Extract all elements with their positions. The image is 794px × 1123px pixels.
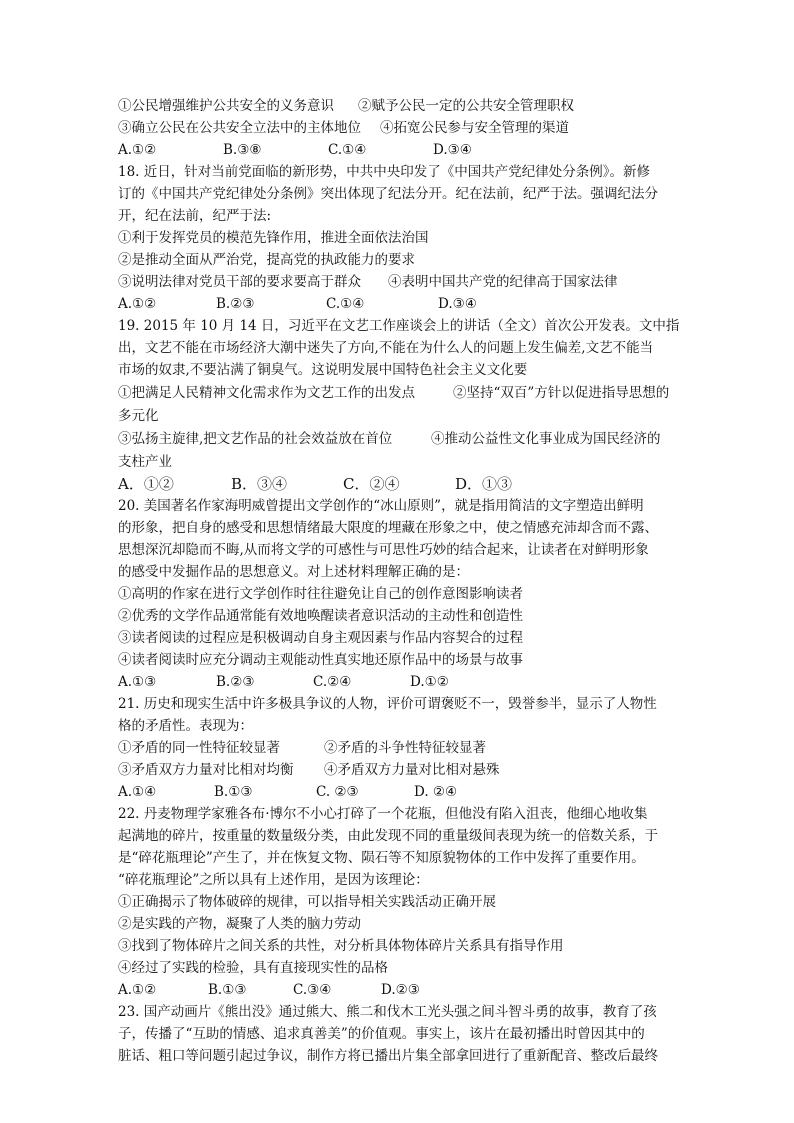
q17-option-a: A.①② [118, 142, 157, 158]
q22-stem-line-2: 起满地的碎片，按重量的数量级分类，由此发现不同的重量级间表现为统一的倍数关系，于 [118, 828, 658, 844]
q22-item-3: ③找到了物体碎片之间关系的共性，对分析具体物体碎片关系具有指导作用 [118, 938, 564, 954]
q22-item-4: ④经过了实践的检验，具有直接现实性的品格 [118, 960, 388, 976]
q22-stem-line-3: 是“碎花瓶理论”产生了，并在恢复文物、陨石等不知原貌物体的工作中发挥了重要作用。 [118, 850, 645, 866]
q18-option-d: D.③④ [438, 296, 477, 312]
q20-item-1: ①高明的作家在进行文学创作时往往避免让自己的创作意图影响读者 [118, 586, 523, 602]
q20-option-b: B.②③ [216, 674, 255, 690]
q18-option-c: C.①④ [326, 296, 365, 312]
q17-line-2 [118, 117, 683, 139]
q21-item-2: ②矛盾的斗争性特征较显著 [324, 740, 486, 756]
q21-option-d: D. ②④ [414, 784, 458, 800]
q17-item-2: ②赋予公民一定的公共安全管理职权 [358, 98, 574, 114]
q21-option-b: B.①③ [214, 784, 253, 800]
q18-option-a: A.①② [118, 296, 157, 312]
q21-line-4 [118, 759, 683, 781]
q21-item-4: ④矛盾双方力量对比相对悬殊 [324, 762, 500, 778]
q22-stem-line-1: 22. 丹麦物理学家雅各布·博尔不小心打碎了一个花瓶，但他没有陷入沮丧，他细心地收集 [118, 806, 648, 822]
q19-item-4: ④推动公益性文化事业成为国民经济的 [431, 431, 661, 447]
q19-item-2-cont: 多元化 [118, 408, 159, 424]
q23-stem-line-3: 脏话、粗口等问题引起过争议，制作方将已播出片集全部拿回进行了重新配音、整改后最终 [118, 1048, 658, 1064]
q17-option-d: D.③④ [433, 142, 472, 158]
q20-stem-line-4: 的感受中发掘作品的思想意义。对上述材料理解正确的是： [118, 564, 469, 580]
q22-item-1: ①正确揭示了物体破碎的规律，可以指导相关实践活动正确开展 [118, 894, 496, 910]
q18-item-2: ②是推动全面从严治党，提高党的执政能力的要求 [118, 252, 415, 268]
q23-stem-line-1: 23. 国产动画片《熊出没》通过熊大、熊二和伐木工光头强之间斗智斗勇的故事，教育了孩 [118, 1004, 657, 1020]
q22-option-b: B.①③ [208, 982, 247, 998]
q18-stem-line-2: 订的《中国共产党纪律处分条例》突出体现了纪法分开。纪在法前，纪严于法。强调纪法分 [118, 186, 658, 202]
q20-option-c: C.②④ [313, 674, 352, 690]
q21-item-1: ①矛盾的同一性特征较显著 [118, 740, 280, 756]
q19-line-4 [118, 381, 683, 405]
q21-options [118, 781, 683, 803]
q19-option-a: A．①② [118, 475, 174, 493]
q21-item-3: ③矛盾双方力量对比相对均衡 [118, 762, 294, 778]
q19-line-6 [118, 427, 683, 451]
q17-item-4: ④拓宽公民参与安全管理的渠道 [380, 120, 569, 136]
q20-stem-line-2: 的形象，把自身的感受和思想情绪最大限度的埋藏在形象之中，使之情感充沛却含而不露、 [118, 520, 658, 536]
q17-option-b: B.③⑧ [223, 142, 262, 158]
q20-item-3: ③读者阅读的过程应是积极调动自身主观因素与作品内容契合的过程 [118, 630, 523, 646]
q20-stem-line-1: 20. 美国著名作家海明威曾提出文学创作的“冰山原则”，就是指用简洁的文字塑造出鲜明 [118, 498, 644, 514]
q21-option-c: C. ②③ [316, 784, 359, 800]
q18-option-b: B.②③ [216, 296, 255, 312]
q19-stem-line-1: 19. 2015 年 10 月 14 日，习近平在文艺工作座谈会上的讲话（全文）首次公开发表。文中指 [118, 318, 680, 334]
q22-item-2: ②是实践的产物，凝聚了人类的脑力劳动 [118, 916, 361, 932]
q18-item-4: ④表明中国共产党的纪律高于国家法律 [388, 274, 618, 290]
q17-options [118, 139, 683, 161]
q18-item-1: ①利于发挥党员的模范先锋作用，推进全面依法治国 [118, 230, 429, 246]
q20-option-a: A.①③ [118, 674, 157, 690]
q18-options [118, 293, 683, 315]
q20-options [118, 671, 683, 693]
q19-item-2: ②坚持“双百”方针以促进指导思想的 [453, 385, 670, 401]
q22-option-d: D.②③ [381, 982, 420, 998]
q21-option-a: A.①④ [118, 784, 157, 800]
q19-item-3: ③弘扬主旋律,把文艺作品的社会效益放在首位 [118, 431, 393, 447]
q19-option-d: D．①③ [455, 475, 513, 493]
q22-stem-line-4: “碎花瓶理论”之所以具有上述作用，是因为该理论： [118, 872, 429, 888]
q18-line-3 [118, 271, 683, 293]
q17-item-1: ①公民增强维护公共安全的义务意识 [118, 98, 334, 114]
q20-stem-line-3: 思想深沉却隐而不晦,从而将文学的可感性与可思性巧妙的结合起来，让读者在对鲜明形象 [118, 542, 649, 558]
exam-page [118, 95, 683, 1067]
q21-stem-line-1: 21. 历史和现实生活中许多极具争议的人物，评价可谓褒贬不一，毁誉参半，显示了人物性 [118, 696, 657, 712]
q22-option-a: A.①② [118, 982, 157, 998]
q19-option-c: C．②④ [343, 475, 400, 493]
q17-item-3: ③确立公民在公共安全立法中的主体地位 [118, 120, 361, 136]
q21-stem-line-2: 格的矛盾性。表现为： [118, 718, 253, 734]
q22-options [118, 979, 683, 1001]
q18-stem-line-1: 18. 近日，针对当前党面临的新形势，中共中央印发了《中国共产党纪律处分条例》。新修 [118, 164, 651, 180]
q20-option-d: D.①② [410, 674, 449, 690]
q20-item-4: ④读者阅读时应充分调动主观能动性真实地还原作品中的场景与故事 [118, 652, 523, 668]
q17-line-1 [118, 95, 683, 117]
q19-options [118, 473, 683, 495]
q18-item-3: ③说明法律对党员干部的要求要高于群众 [118, 274, 361, 290]
q19-item-4-cont: 支柱产业 [118, 454, 172, 470]
q20-item-2: ②优秀的文学作品通常能有效地唤醒读者意识活动的主动性和创造性 [118, 608, 523, 624]
q19-stem-line-2: 出，文艺不能在市场经济大潮中迷失了方向,不能在为什么人的问题上发生偏差,文艺不能当 [118, 340, 654, 356]
q19-option-b: B．③④ [231, 475, 288, 493]
q22-option-c: C.③④ [293, 982, 332, 998]
q19-stem-line-3: 市场的奴隶,不要沾满了铜臭气。这说明发展中国特色社会主义文化要 [118, 362, 528, 378]
q18-stem-line-3: 开，纪在法前，纪严于法: [118, 208, 272, 224]
q21-line-3 [118, 737, 683, 759]
q23-stem-line-2: 子，传播了“互助的情感、追求真善美”的价值观。事实上，该片在最初播出时曾因其中的 [118, 1026, 645, 1042]
q19-item-1: ①把满足人民精神文化需求作为文艺工作的出发点 [118, 385, 415, 401]
q17-option-c: C.①④ [328, 142, 367, 158]
